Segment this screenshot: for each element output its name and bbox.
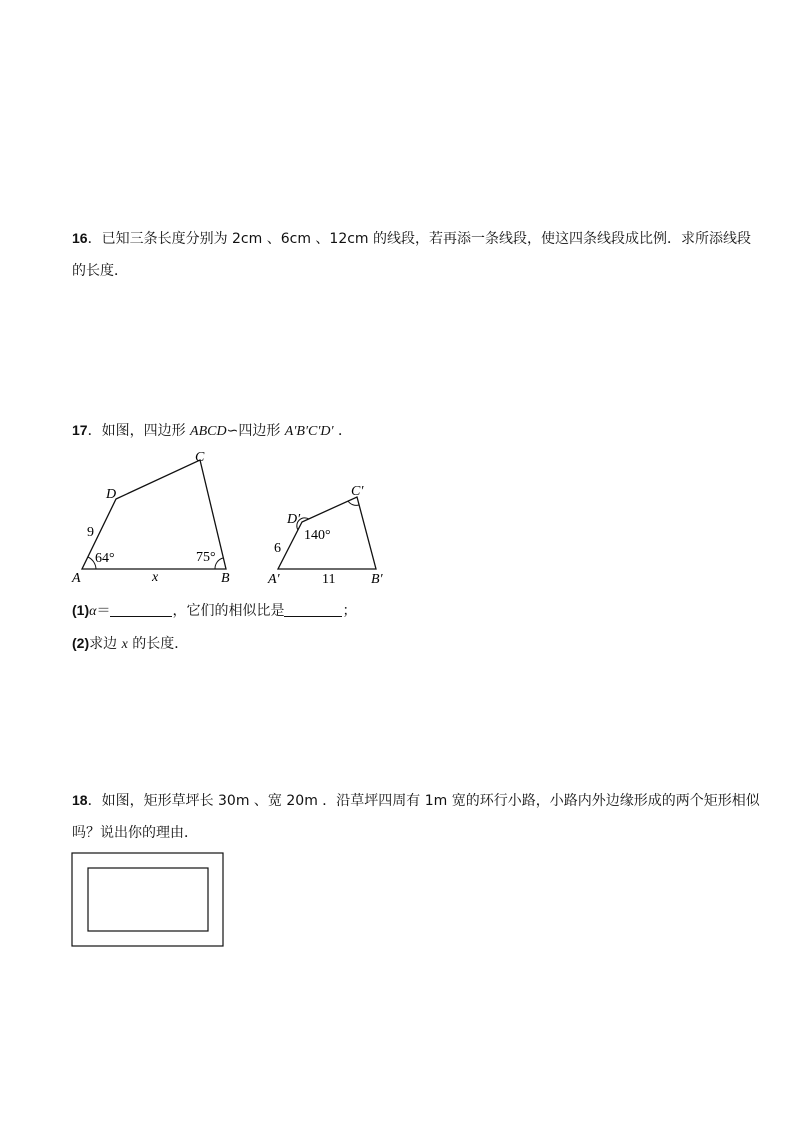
q17-intro: ．如图，四边形 — [87, 423, 191, 439]
q17-sub1 — [72, 600, 732, 622]
q17-sub2-label: (2) — [72, 635, 90, 651]
label-d: D — [106, 487, 117, 502]
q17-quad2: A′B′C′D′ — [284, 424, 334, 439]
q18-text-1: ．如图，矩形草坪长 30m 、宽 20m ．沿草坪四周有 1m 宽的环行小路，小路内外边缘形成的两个矩形相似 — [87, 793, 760, 809]
angle-b-arc — [215, 558, 223, 569]
q17-similar-sign: ∽ — [226, 423, 239, 439]
outer-rectangle — [72, 853, 223, 946]
q17-sub1-eq: ＝ — [96, 603, 111, 619]
label-c: C — [195, 450, 205, 465]
q18-line2 — [72, 823, 732, 843]
q16-line1 — [72, 228, 752, 249]
q17-quad1: ABCD — [190, 424, 227, 439]
q18-line1 — [72, 790, 760, 811]
label-b: B — [221, 571, 230, 586]
angle-c1-arc — [348, 501, 359, 505]
label-d1: D′ — [287, 512, 301, 527]
side-ad-length: 9 — [87, 525, 94, 540]
answer-blank-alpha[interactable] — [110, 602, 172, 617]
label-a1: A′ — [268, 572, 280, 587]
angle-d1-value: 140° — [304, 528, 331, 543]
side-ab-length: x — [152, 570, 159, 585]
q16-text-2: 的长度． — [72, 263, 128, 279]
q17-sub1-mid: ，它们的相似比是 — [172, 603, 285, 619]
q17-sub2 — [72, 633, 732, 655]
angle-a-value: 64° — [95, 551, 115, 566]
label-b1: B′ — [371, 572, 383, 587]
q18-text-2: 吗？说出你的理由． — [72, 825, 198, 841]
q18-figure — [71, 852, 225, 948]
q17-mid: 四边形 — [238, 423, 285, 439]
side-a1b1-length: 11 — [322, 572, 336, 587]
q17-sub2-var: x — [121, 637, 128, 652]
q16-line2 — [72, 261, 732, 281]
label-c1: C′ — [351, 484, 364, 499]
side-a1d1-length: 6 — [274, 541, 281, 556]
angle-b-value: 75° — [196, 550, 216, 565]
q17-sub2-text-b: 的长度． — [127, 636, 189, 652]
q17-sub1-var: α — [89, 604, 97, 619]
q17-end: ． — [333, 423, 353, 439]
q16-number: 16 — [72, 230, 88, 246]
q16-text-1: ．已知三条长度分别为 2cm 、6cm 、12cm 的线段，若再添一条线段，使这四条线段成比例．求所添线段 — [87, 231, 752, 247]
q17-figure — [60, 442, 400, 592]
q17-number: 17 — [72, 422, 88, 438]
label-a: A — [72, 571, 81, 586]
answer-blank-ratio[interactable] — [284, 602, 342, 617]
q17-sub1-label: (1) — [72, 602, 90, 618]
inner-rectangle — [88, 868, 208, 931]
q17-sub2-text-a: 求边 — [89, 636, 122, 652]
q17-line1 — [72, 420, 732, 442]
q18-number: 18 — [72, 792, 88, 808]
q17-sub1-end: ； — [342, 603, 357, 619]
